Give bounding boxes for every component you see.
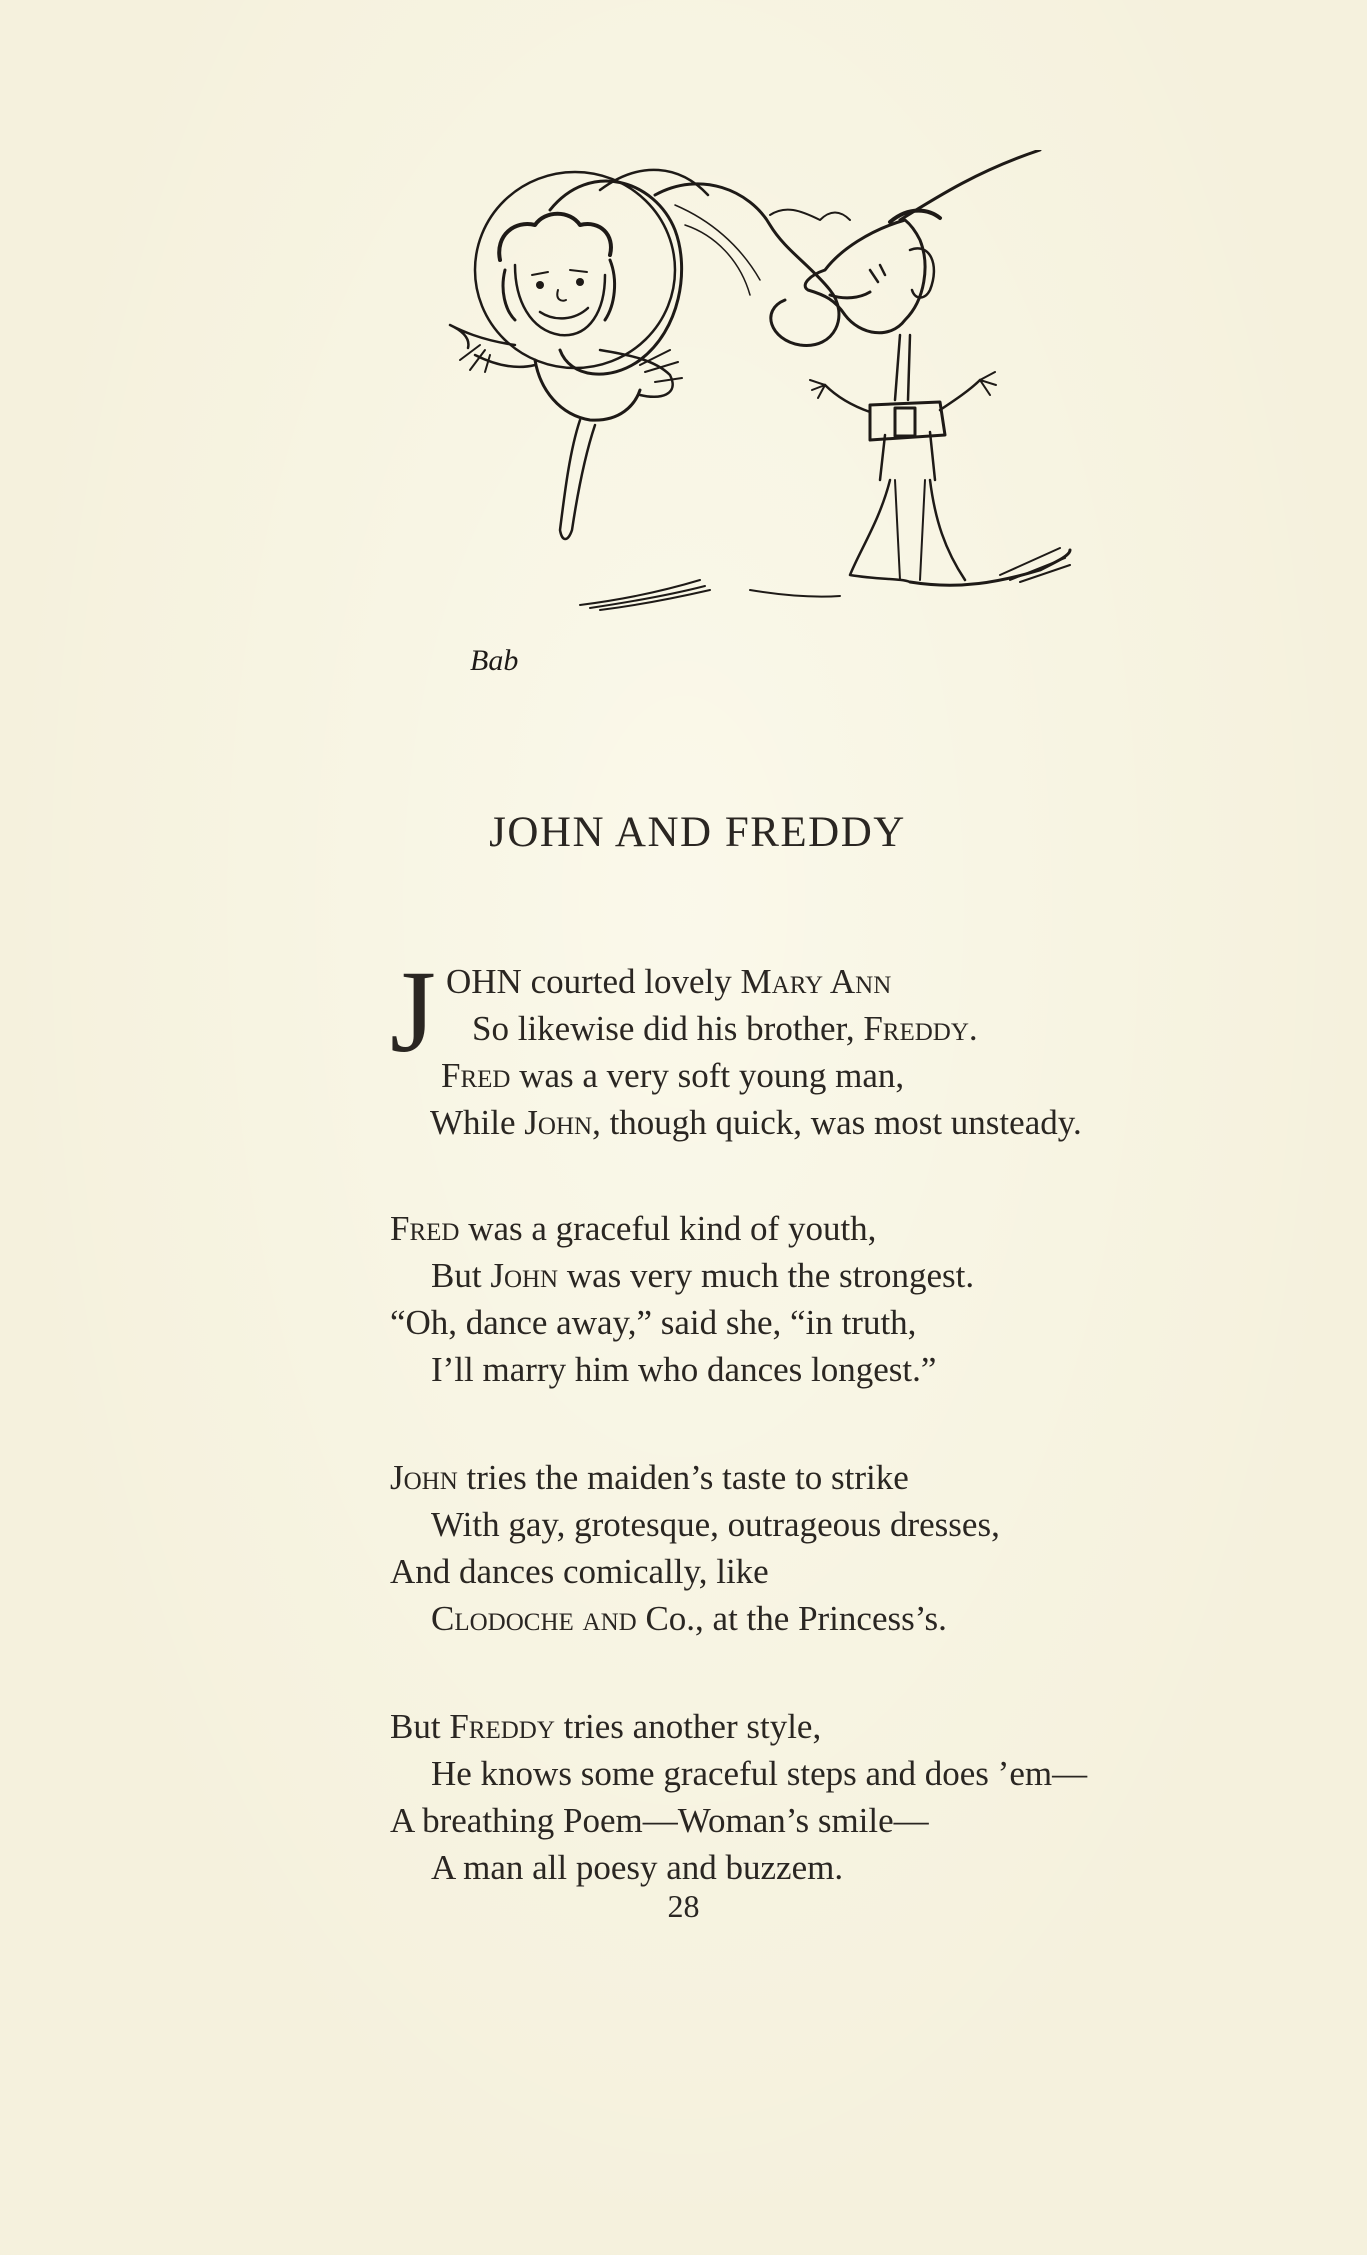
line-text: , though quick, was most unsteady. xyxy=(592,1103,1082,1142)
dancing-couple-illustration xyxy=(440,150,1120,710)
stanza-1-line-3 xyxy=(390,1052,1082,1099)
line-text: But xyxy=(431,1256,491,1295)
mary-ann-figure xyxy=(450,170,850,677)
freddy-figure xyxy=(580,150,1070,610)
stanza-3-line-1 xyxy=(390,1454,1000,1501)
stanza-1-line-4 xyxy=(390,1099,1082,1146)
stanza-4-line-2: He knows some graceful steps and does ’em— xyxy=(431,1754,1088,1793)
line-text: was a very soft young man, xyxy=(510,1056,905,1095)
stanza-3-line-4 xyxy=(390,1595,1000,1642)
poem-title: JOHN AND FREDDY xyxy=(489,809,906,856)
small-caps-name: Clodoche and xyxy=(431,1599,637,1638)
stanza-1-line-2 xyxy=(390,1005,1082,1052)
stanza-2-line-4: I’ll marry him who dances longest.” xyxy=(431,1350,937,1389)
first-line xyxy=(390,946,1082,1146)
stanza-4-line-1 xyxy=(390,1703,1087,1750)
line-text: But xyxy=(390,1707,450,1746)
small-caps-name: Fred xyxy=(390,1209,460,1248)
stanza-2-line-1 xyxy=(390,1205,974,1252)
stanza-2-line-3: “Oh, dance away,” said she, “in truth, xyxy=(390,1303,917,1342)
small-caps-name: Mary Ann xyxy=(740,962,892,1001)
page-number: 28 xyxy=(667,1888,700,1924)
stanza-2-line-2 xyxy=(390,1252,974,1299)
line-text: While xyxy=(430,1103,525,1142)
line-text: So likewise did his brother, xyxy=(472,1009,864,1048)
small-caps-name: John xyxy=(490,1256,559,1295)
stanza-1 xyxy=(390,946,1082,1146)
stanza-4-line-3: A breathing Poem—Woman’s smile— xyxy=(390,1801,929,1840)
small-caps-name: John xyxy=(524,1103,593,1142)
stanza-2 xyxy=(390,1205,974,1393)
small-caps-name: Freddy xyxy=(449,1707,555,1746)
stanza-3 xyxy=(390,1454,1000,1642)
stanza-4 xyxy=(390,1703,1087,1891)
line-text: tries the maiden’s taste to strike xyxy=(457,1458,909,1497)
stanza-3-line-2: With gay, grotesque, outrageous dresses, xyxy=(431,1505,1000,1544)
line-text: tries another style, xyxy=(554,1707,822,1746)
stanza-1-line-1 xyxy=(390,958,1082,1005)
line-text: was very much the strongest. xyxy=(558,1256,975,1295)
stanza-4-line-4: A man all poesy and buzzem. xyxy=(431,1848,844,1887)
line-text: Co., at the Princess’s. xyxy=(636,1599,947,1638)
line-text: was a graceful kind of youth, xyxy=(459,1209,877,1248)
small-caps-name: John xyxy=(390,1458,458,1497)
small-caps-name: Fred xyxy=(441,1056,511,1095)
drop-cap: J xyxy=(390,946,436,1077)
small-caps-name: Freddy. xyxy=(863,1009,978,1048)
stanza-3-line-3: And dances comically, like xyxy=(390,1552,769,1591)
svg-text:Bab: Bab xyxy=(470,644,519,677)
line-text: OHN courted lovely xyxy=(446,962,741,1001)
